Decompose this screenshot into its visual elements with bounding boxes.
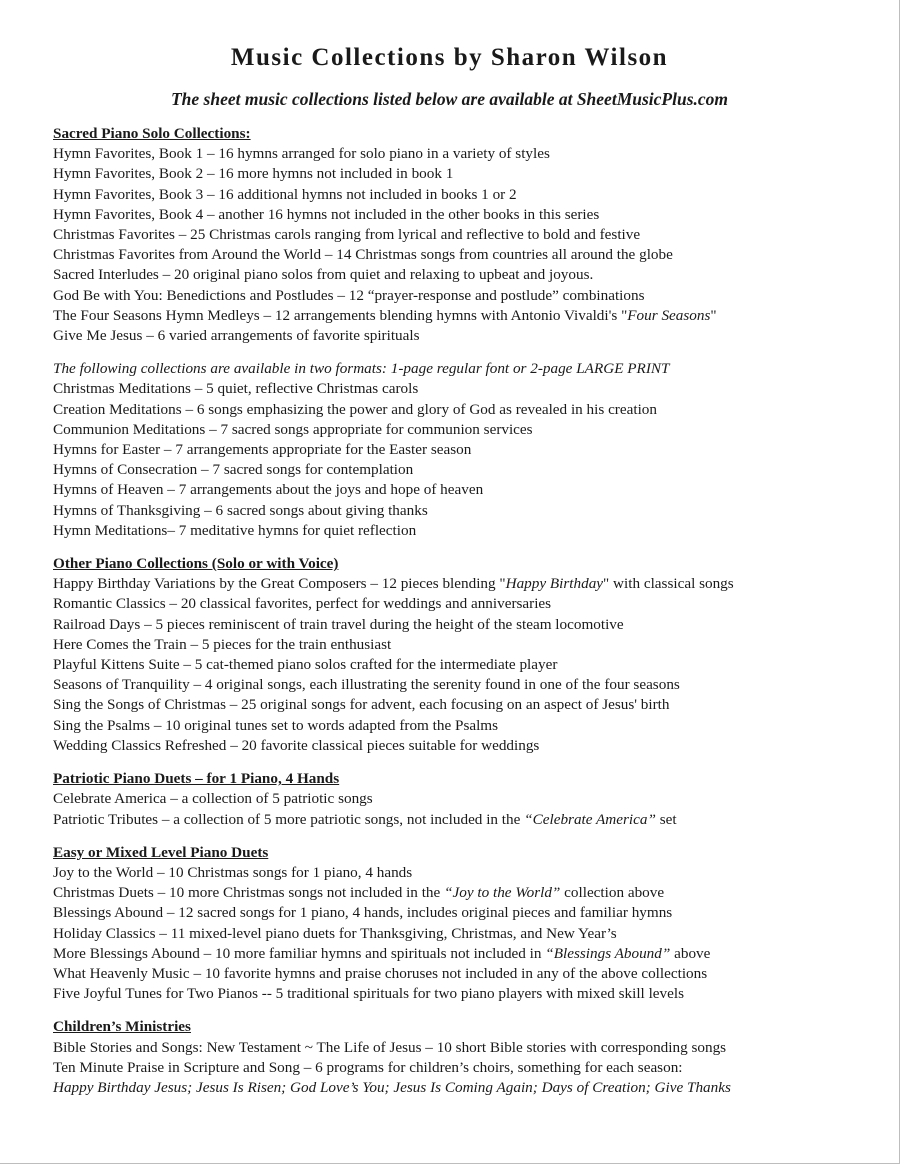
- program-titles: Happy Birthday Jesus; Jesus Is Risen; God Love’s You; Jesus Is Coming Again; Days of Creation; Give Thanks: [53, 1078, 731, 1096]
- list-item: [53, 944, 893, 964]
- item-text: ": [710, 306, 717, 324]
- item-text: above: [670, 944, 711, 962]
- list-item: Creation Meditations – 6 songs emphasizing the power and glory of God as revealed in his creation: [53, 400, 657, 418]
- list-item: Romantic Classics – 20 classical favorites, perfect for weddings and anniversaries: [53, 595, 552, 613]
- list-item: Hymn Meditations– 7 meditative hymns for quiet reflection: [53, 521, 417, 539]
- list-item: Hymns of Heaven – 7 arrangements about the joys and hope of heaven: [53, 481, 484, 499]
- section-heading-sacred: Sacred Piano Solo Collections:: [53, 125, 251, 142]
- list-item: What Heavenly Music – 10 favorite hymns and praise choruses not included in any of the above collections: [53, 964, 708, 982]
- list-item: Sing the Psalms – 10 original tunes set to words adapted from the Psalms: [53, 716, 499, 734]
- list-item: Hymn Favorites, Book 2 – 16 more hymns not included in book 1: [53, 165, 454, 183]
- section-heading-patriotic: Patriotic Piano Duets – for 1 Piano, 4 Hands: [53, 770, 340, 788]
- list-item: Wedding Classics Refreshed – 20 favorite classical pieces suitable for weddings: [53, 736, 540, 754]
- item-title-italic: “Blessings Abound”: [545, 944, 671, 962]
- list-item: Seasons of Tranquility – 4 original songs, each illustrating the serenity found in one of the four seasons: [53, 676, 680, 694]
- list-item: God Be with You: Benedictions and Postludes – 12 “prayer-response and postlude” combinations: [53, 286, 645, 304]
- item-text: collection above: [560, 884, 665, 902]
- list-item: Sacred Interludes – 20 original piano solos from quiet and relaxing to upbeat and joyous.: [53, 266, 594, 284]
- list-item: Blessings Abound – 12 sacred songs for 1 piano, 4 hands, includes original pieces and familiar hymns: [53, 904, 673, 922]
- list-item: Ten Minute Praise in Scripture and Song – 6 programs for children’s choirs, something for each season:: [53, 1058, 683, 1076]
- list-item: Here Comes the Train – 5 pieces for the train enthusiast: [53, 635, 392, 653]
- section-heading-duets: Easy or Mixed Level Piano Duets: [53, 843, 269, 861]
- item-text: Happy Birthday Variations by the Great Composers – 12 pieces blending ": [53, 575, 506, 593]
- item-text: " with classical songs: [603, 575, 734, 593]
- section-gap: [53, 541, 893, 554]
- item-title-italic: “Joy to the World”: [444, 884, 561, 902]
- list-item: Christmas Meditations – 5 quiet, reflective Christmas carols: [53, 380, 419, 398]
- section-heading-children: Children’s Ministries: [53, 1018, 191, 1036]
- section-gap: [53, 346, 893, 359]
- item-text: More Blessings Abound – 10 more familiar hymns and spirituals not included in: [53, 944, 546, 962]
- item-text: The Four Seasons Hymn Medleys – 12 arrangements blending hymns with Antonio Vivaldi's ": [53, 306, 628, 324]
- item-title-italic: Happy Birthday: [505, 575, 604, 593]
- section-gap: [53, 1004, 893, 1017]
- list-item: Christmas Favorites – 25 Christmas carols ranging from lyrical and reflective to bold and festive: [53, 226, 641, 244]
- list-item: Hymn Favorites, Book 3 – 16 additional hymns not included in books 1 or 2: [53, 185, 517, 203]
- collections-list: [53, 124, 893, 1098]
- format-note: The following collections are available in two formats: 1-page regular font or 2-page LARGE PRINT: [53, 360, 670, 378]
- list-item: Hymn Favorites, Book 4 – another 16 hymns not included in the other books in this series: [53, 205, 600, 223]
- list-item: [53, 883, 893, 903]
- item-title-italic: Four Seasons: [627, 306, 711, 324]
- list-item: [53, 574, 893, 594]
- list-item: Hymn Favorites, Book 1 – 16 hymns arranged for solo piano in a variety of styles: [53, 145, 550, 163]
- list-item: Hymns of Thanksgiving – 6 sacred songs about giving thanks: [53, 501, 428, 519]
- list-item: Holiday Classics – 11 mixed-level piano duets for Thanksgiving, Christmas, and New Year’s: [53, 924, 617, 942]
- section-heading-other: Other Piano Collections (Solo or with Voice): [53, 555, 339, 573]
- list-item: Communion Meditations – 7 sacred songs appropriate for communion services: [53, 420, 533, 438]
- list-item: Give Me Jesus – 6 varied arrangements of favorite spirituals: [53, 327, 420, 345]
- list-item: [53, 306, 893, 326]
- section-gap: [53, 830, 893, 843]
- list-item: Hymns of Consecration – 7 sacred songs for contemplation: [53, 461, 414, 479]
- list-item: Bible Stories and Songs: New Testament ~ The Life of Jesus – 10 short Bible stories with corresponding songs: [53, 1038, 727, 1056]
- page-subtitle: The sheet music collections listed below are available at SheetMusicPlus.com: [170, 89, 729, 109]
- list-item: Five Joyful Tunes for Two Pianos -- 5 traditional spirituals for two piano players with mixed skill levels: [53, 985, 684, 1003]
- list-item: Hymns for Easter – 7 arrangements appropriate for the Easter season: [53, 441, 472, 459]
- list-item: Playful Kittens Suite – 5 cat-themed piano solos crafted for the intermediate player: [53, 656, 558, 674]
- item-title-italic: “Celebrate America”: [524, 810, 656, 828]
- list-item: Celebrate America – a collection of 5 patriotic songs: [53, 790, 373, 808]
- list-item: Joy to the World – 10 Christmas songs for 1 piano, 4 hands: [53, 863, 413, 881]
- page-title: Music Collections by Sharon Wilson: [230, 44, 669, 71]
- item-text: set: [655, 810, 677, 828]
- list-item: [53, 810, 893, 830]
- item-text: Patriotic Tributes – a collection of 5 more patriotic songs, not included in the: [53, 810, 525, 828]
- list-item: Christmas Favorites from Around the World – 14 Christmas songs from countries all around the globe: [53, 246, 673, 264]
- section-gap: [53, 756, 893, 769]
- list-item: Railroad Days – 5 pieces reminiscent of train travel during the height of the steam locomotive: [53, 615, 624, 633]
- item-text: Christmas Duets – 10 more Christmas songs not included in the: [53, 884, 445, 902]
- list-item: Sing the Songs of Christmas – 25 original songs for advent, each focusing on an aspect of Jesus' birth: [53, 696, 670, 714]
